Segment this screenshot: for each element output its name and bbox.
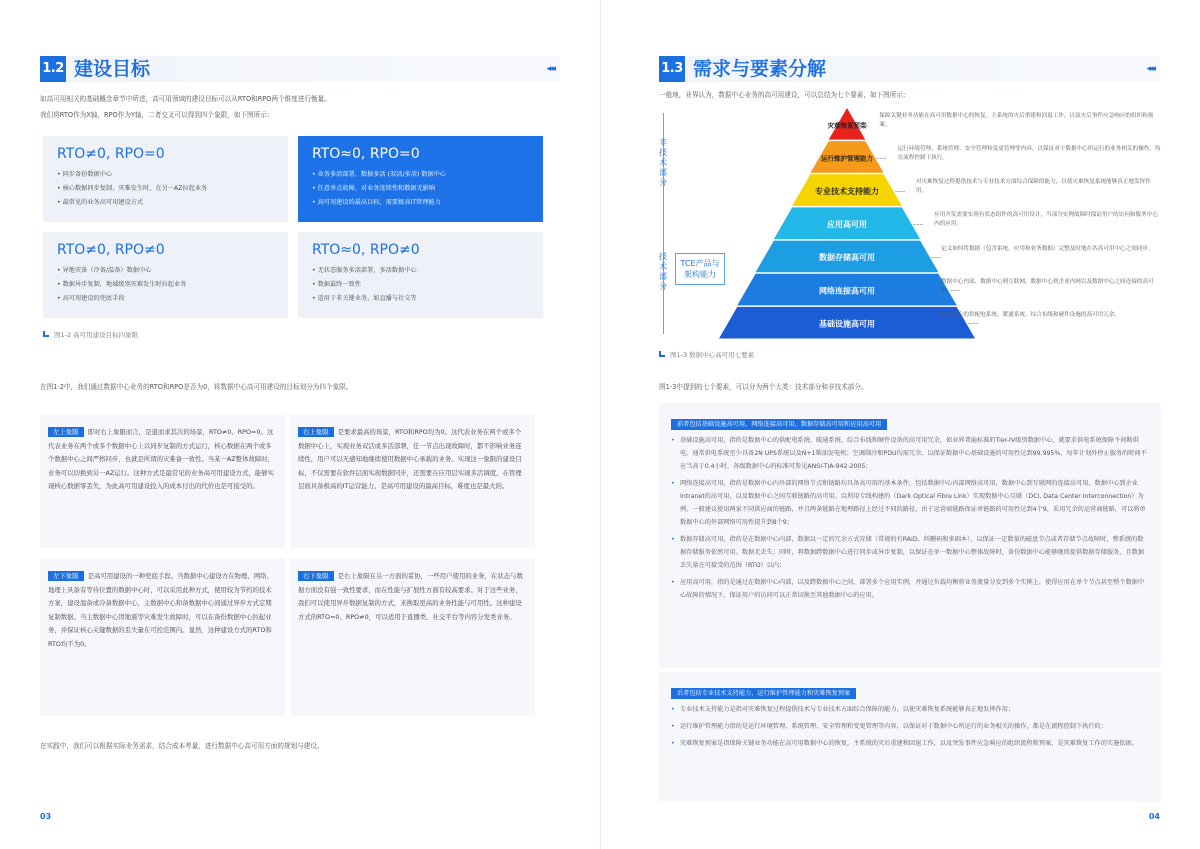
card-line: • 适用于非关键业务，如直播与社交等 <box>312 295 417 302</box>
double-arrow-icon: ◂◂◂ <box>546 64 554 74</box>
card-line: • 最常见的业务高可用建设方式 <box>57 199 144 206</box>
figure-caption: 图1-2 高可用建设目标四象限 <box>43 330 138 339</box>
list-item: • 基础设施高可用，指的是数据中心的供配电系统、暖通系统、综合布线和硬件设备的高可用冗余，如业界普遍标准的Tier-IV级别数据中心，就要求供电系统保障不间断供电，通常供电系统至少具备2N UPS系统以及N+1柴油发电机；空调制冷和PDU均需冗余，以保证数据中心基础设施的可用性达到99.995%，每年计划外停止服务的时间不应当高于0.4小时，各级数据中心的标准可参见ANSI-TIA-942-2005； <box>671 434 1149 473</box>
card-title: RTO≠0, RPO≠0 <box>57 242 165 258</box>
leader-line <box>913 224 923 225</box>
pyramid-layer-label: 应用高可用 <box>827 220 867 229</box>
list-item: • 网络连接高可用，指的是数据中心内外部的网络节点和链路均具备高可用的基本条件，包括数据中心内部网络高可用，数据中心到互联网的连接高可用，数据中心到企业Intranet的高可用，以及数据中心之间互联链路的高可用。以利用专线构建的（Dark Optical Fibre Link）实现数据中心互联（DCI, Data Center Interconnection）为例，一般建议使用两家不同供应商的链路，并且两条链路在地理路径上经过不同的路径，由于运营商链路保证单链路的可用性达到4个9，采用冗余的运营商链路，可以将单数据中心的外部网络可用性提升到8个9； <box>671 477 1149 529</box>
section-header <box>40 56 560 82</box>
section-title: 需求与要素分解 <box>693 58 827 80</box>
pyramid-note: 运行环境管理、系统管理、安全管理和变更管理等内容，以保证对于数据中心所运行的业务相关的操作，均在流程控制下执行。 <box>897 146 1161 162</box>
pyramid-layer-label: 网络连接高可用 <box>819 286 875 296</box>
leader-line <box>968 323 978 324</box>
section-number: 1.3 <box>659 56 685 82</box>
card-line: • 核心数据同步复制，灾难发生时，在另一AZ拉起业务 <box>57 185 208 192</box>
intro-paragraph: 一般地，业界认为，数据中心业务的高可用建设，可以总结为七个要素，如下图所示： <box>659 91 910 99</box>
leader-line <box>858 125 868 126</box>
pyramid-note: 定义如何将数据（包含系统、应用和业务数据）完整及时地在各高可用中心之间同步。 <box>941 245 1154 252</box>
card-line: • 数据异步复制，地域级别灾难发生时拉起业务 <box>57 281 187 288</box>
quadrant-label: 右下象限 <box>298 571 334 581</box>
closing-paragraph: 在实践中，我们可以根据实际业务需求，结合成本考量，进行数据中心高可用方面的规划与建设。 <box>40 742 324 750</box>
pyramid-note: 保障关键业务功能在高可用数据中心的恢复，主系统的灾后重建和回退工作，以及灾后事件应急响应的组织和预案。 <box>879 113 1154 128</box>
page-number: 04 <box>1148 812 1160 821</box>
pyramid-note: 数据中心内部、数据中心到互联网、数据中心到企业内网以及数据中心之间连接的高可用。 <box>941 278 1154 294</box>
card-line: • 高可用建设的兜底手段 <box>57 295 125 302</box>
leader-line <box>895 191 905 192</box>
card-line: • 无状态服务多活部署，多活数据中心 <box>312 267 417 274</box>
quadrant-label: 右上象限 <box>298 427 334 437</box>
figure-caption: 图1-3 数据中心高可用七要素 <box>659 350 754 359</box>
pyramid-note: 对灾难恢复过程提供技术与专业技术方面综合保障的能力，以使灾难恢复系统能够真正地发挥作用。 <box>915 179 1151 195</box>
pyramid-layer-label: 基础设施高可用 <box>819 319 875 329</box>
double-arrow-icon: ◂◂◂ <box>1146 64 1154 74</box>
card-line: • 业务多活部署，数据多活 (双活/多活) 数据中心 <box>312 171 447 178</box>
card-line: • 数据最终一致性 <box>312 281 361 288</box>
card-title: RTO≈0, RPO≠0 <box>312 242 420 258</box>
summary-paragraph: 在图1-2中，我们通过数据中心业务的RTO和RPO是否为0，将数据中心高可用建设的目标划分为四个象限。 <box>40 383 353 391</box>
nontech-bar: 后者包括专业技术支持能力、运行维护管理能力和灾难恢复预案 <box>671 688 856 699</box>
right-page <box>600 0 1200 849</box>
card-line: • 异地灾备（冷备/温备）数据中心 <box>57 267 152 274</box>
intro-paragraph: 我们将RTO作为X轴，RPO作为Y轴，二者交叉可以得到四个象限，如下图所示： <box>40 111 274 119</box>
nontech-section <box>659 672 1161 802</box>
tech-bar: 前者包括基础设施高可用、网络连接高可用、数据存储高可用和应用高可用 <box>671 419 887 430</box>
pyramid-note: 数据中心的供配电系统、暖通系统、综合布线和硬件设施的高可用冗余。 <box>941 311 1121 318</box>
quadrant-description: 左上象限 即对右上象限而言，是退而求其次的场景，RTO≠0、RPO=0。这代表业务在两个或多个数据中心上以同步复制的方式运行，核心数据在两个或多个数据中心之间严格同步，也就是所谓的灾难备一致性。当某一AZ整体故障时，业务可以切换到另一AZ运行。这种方式是最常见的业务高可用建设方式，能够实现核心数据零丢失，为此高可用建设投入的成本付出的代价也是可接受的。 <box>40 414 285 548</box>
side-label-nontech: 非技术部分 <box>659 138 667 187</box>
quadrant-label: 左下象限 <box>48 571 84 581</box>
leader-line <box>876 158 886 159</box>
side-label-tech: 技术部分 <box>659 252 667 291</box>
section-title: 建设目标 <box>74 58 151 80</box>
tce-label-box: TCE产品与架构能力 <box>675 253 725 285</box>
section-header <box>659 56 1160 82</box>
quadrant-card-highlight <box>298 136 543 222</box>
quadrant-description: 右下象限 是右上象限在另一方面的妥协，一些用户使用的业务，在状态与数据方面没有强一致性要求，而在性能与扩展性方面有较高要求。对于这些业务，我们可以使用异步数据复制的方式，来换取更高的业务性能与可用性。这种建设方式的RTO=0、RPO≠0，可以适用于直播类、社交平台等内容分发类业务。 <box>290 558 535 716</box>
card-line: • 同步备份数据中心 <box>57 171 113 178</box>
list-item: • 应用高可用，指的是通过在数据中心内部，以及跨数据中心之间，部署多个应用实例，并通过负载均衡将业务流量分发到多个实例上，使得应用在单个节点甚至整个数据中心故障的情况下，保证用户的访问可以正常切换至其他数据中心的应用。 <box>671 576 1149 602</box>
list-item: • 灾难恢复预案是指保障关键业务功能在高可用数据中心的恢复，主系统的灾后重建和回退工作，以及突发事件应急响应的组织流程和预案，是灾难恢复工作的实施依据。 <box>671 737 1149 750</box>
quadrant-card <box>43 232 288 318</box>
quadrant-card <box>43 136 288 222</box>
quadrant-card <box>298 232 543 318</box>
pyramid-layer-label: 专业技术支持能力 <box>815 186 879 196</box>
quadrant-description: 右上象限 是要求最高的场景，RTO和RPO均为0。这代表业务在两个或多个数据中心上，实现业务双活或多活部署，任一节点出现故障时，都不影响业务连续性，用户可以无感知地继续使用数据中心承载的业务。实现这一象限的建设目标，不仅需要在软件层面实现数据同步，还需要在应用层实现多活调度，在管理层面具备极高的IT运营能力，是高可用建设的最高目标，难度也是最大的。 <box>290 414 535 548</box>
intro-paragraph: 如高可用相关的基础概念章节中所述，高可用领域的建设目标可以从RTO和RPO两个维度进行衡量。 <box>40 95 331 103</box>
page-number: 03 <box>40 812 52 821</box>
list-item: • 专业技术支持能力是指对灾难恢复过程提供技术与专业技术方面综合保障的能力，以使灾难恢复系统能够真正地发挥作用； <box>671 703 1149 716</box>
card-line: • 高可用建设的最高目标，需要极高IT管理能力 <box>312 199 441 206</box>
tech-section <box>659 403 1161 668</box>
leader-line <box>931 257 941 258</box>
quadrant-label: 左上象限 <box>48 427 84 437</box>
card-title: RTO≈0, RPO=0 <box>312 146 420 162</box>
pyramid-layer-label: 运行维护管理能力 <box>821 154 873 163</box>
card-title: RTO≠0, RPO=0 <box>57 146 165 162</box>
summary-paragraph: 图1-3中提到的七个要素，可以分为两个大类：技术部分和非技术部分。 <box>659 383 868 391</box>
pyramid-note: 应用开发需要实现有状态组件的高可用设计，当部分实例故障时保证用户的访问和服务中心内的应用。 <box>934 212 1158 228</box>
card-line: • 任意单点故障，对业务连续性和数据无影响 <box>312 185 436 192</box>
pyramid-layer-label: 数据存储高可用 <box>819 253 875 263</box>
list-item: • 运行维护管理能力指的是运行环境管理、系统管理、安全管理和变更管理等内容，以保证对于数据中心所运行的业务相关的操作，都是在流程控制下执行的； <box>671 720 1149 733</box>
list-item: • 数据存储高可用，指的是在数据中心内部，数据以一定的冗余方式存储（常规的有RAID、纠删码和多副本），以保证一定数量的磁盘节点或者存储节点故障时，整系统的数据存储服务依然可用。数据无丢失；同时，将数据跨数据中心进行同步或异步复制，以保证在单一数据中心整体故障时，备份数据中心能够继续提供数据存储服务，且数据丢失量在可接受的范围（RTO）以内； <box>671 533 1149 572</box>
quadrant-description: 左下象限 是高可用建设的一种兜底手段。当数据中心建设方在物理、网络、地理上具备有等待位置的数据中心时，可以采用此种方式，使用较为节约的技术方案，建设温备或冷备数据中心，主数据中心和备数据中心间通过异步方式定期复制数据。当主数据中心因地震等灾难发生故障时，可以在备份数据中心拉起业务，并保证核心关键数据的丢失量在可控范围内。显然，这种建设方式的RTO和RTO均不为0。 <box>40 558 285 716</box>
pyramid-layer-label: 灾难恢复预案 <box>827 121 867 130</box>
section-number: 1.2 <box>40 56 66 82</box>
